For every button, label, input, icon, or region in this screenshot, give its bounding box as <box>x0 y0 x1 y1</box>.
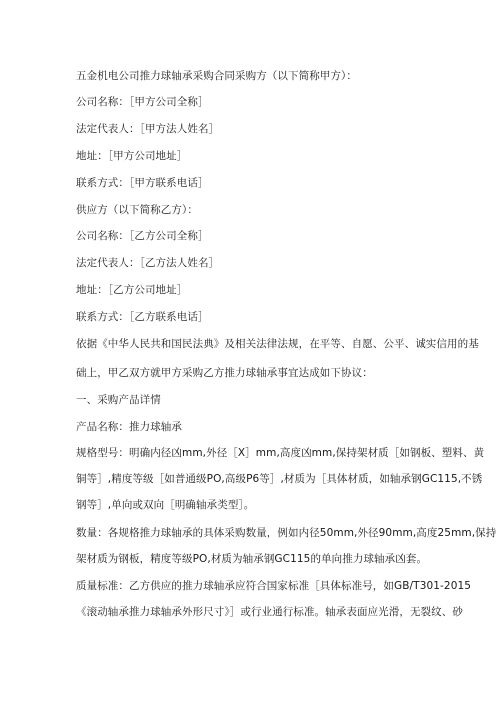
contract-title: 五金机电公司推力球轴承采购合同采购方（以下简称甲方）： <box>76 70 357 82</box>
party-b-address: 地址：［乙方公司地址］ <box>76 284 188 296</box>
preamble-line-2: 础上，甲乙双方就甲方采购乙方推力球轴承事宜达成如下协议： <box>76 367 373 379</box>
spec-line-1: 规格型号：明确内径凶mm,外径［X］mm,高度凶mm,保持架材质［如钢板、塑料、黄 <box>76 447 485 459</box>
quality-line-2: 《滚动轴承推力球轴承外形尺寸》］或行业通行标准。轴承表面应光滑，无裂纹、砂 <box>76 606 463 618</box>
quantity-line-2: 架材质为钢板，精度等级PO,材质为轴承钢GC115的单向推力球轴承凶套。 <box>76 553 428 565</box>
party-b-heading: 供应方（以下简称乙方）： <box>76 204 198 216</box>
spec-line-3: 钢等］,单向或双向［明确轴承类型］。 <box>76 499 255 511</box>
quantity-line-1: 数量：各规格推力球轴承的具体采购数量，例如内径50mm,外径90mm,高度25mm,保持 <box>76 527 497 539</box>
party-a-company-name: 公司名称：［甲方公司全称］ <box>76 96 209 108</box>
spec-line-2: 铜等］,精度等级［如普通级PO,高级P6等］,材质为［具体材质，如轴承钢GC115,不锈 <box>76 473 483 485</box>
quality-line-1: 质量标准：乙方供应的推力球轴承应符合国家标准［具体标准号，如GB/T301-2015 <box>76 580 472 592</box>
party-b-legal-representative: 法定代表人：［乙方法人姓名］ <box>76 257 220 269</box>
party-a-legal-representative: 法定代表人：［甲方法人姓名］ <box>76 123 220 135</box>
party-b-contact: 联系方式：［乙方联系电话］ <box>76 311 209 323</box>
party-a-address: 地址：［甲方公司地址］ <box>76 150 188 162</box>
product-name: 产品名称：推力球轴承 <box>76 421 182 433</box>
preamble-line-1: 依据《中华人民共和国民法典》及相关法律法规，在平等、自愿、公平、诚实信用的基 <box>76 338 479 350</box>
party-b-company-name: 公司名称：［乙方公司全称］ <box>76 230 209 242</box>
section-1-heading: 一、采购产品详情 <box>76 394 161 406</box>
party-a-contact: 联系方式：［甲方联系电话］ <box>76 177 209 189</box>
